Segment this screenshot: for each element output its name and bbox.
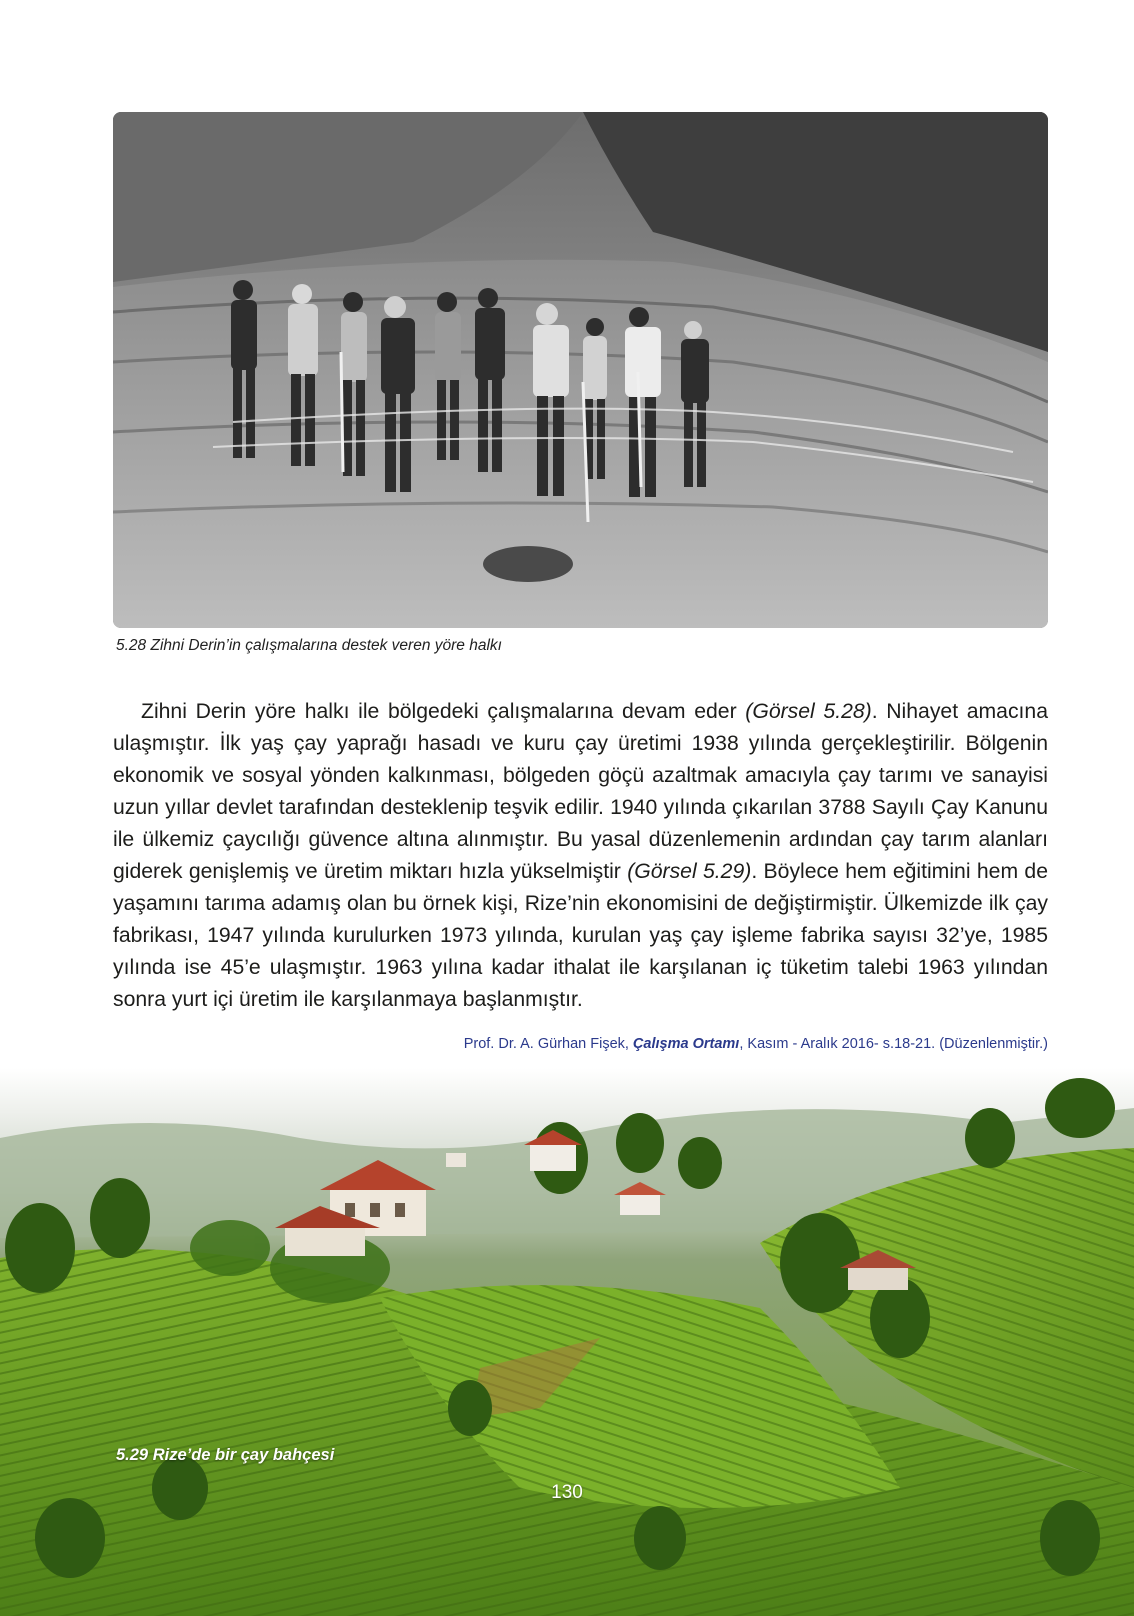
paragraph-sentence-1: Zihni Derin yöre halkı ile bölgedeki çalışmalarına devam eder — [141, 700, 746, 723]
figure-reference-5-28: (Görsel 5.28) — [745, 700, 872, 723]
paragraph-sentence-2: . Nihayet amacına ulaşmıştır. İlk yaş çay yaprağı hasadı ve kuru çay üretimi 1938 yılında gerçekleştirilir. Bölgenin ekonomik ve sosyal yönden kalkınması, bölgeden göçü azaltmak amacıyla çay tarımı ve sanayisi uzun yıllar devlet tarafından desteklenip teşvik edilir. 1940 yılında çıkarılan 3788 Sayılı Çay Kanunu ile ülkemiz çaycılığı güvence altına alınmıştır. Bu yasal düzenlemenin ardından çay tarım alanları giderek genişlemiş ve üretim miktarı hızla yükselmiştir — [113, 700, 1048, 883]
figure-5-28-caption: 5.28 Zihni Derin’in çalışmalarına destek veren yöre halkı — [116, 637, 502, 654]
page-number: 130 — [551, 1482, 583, 1503]
main-paragraph — [113, 696, 1048, 1016]
tea-garden-landscape-photo-icon — [0, 1068, 1134, 1616]
figure-5-29-photo — [0, 1068, 1134, 1616]
figure-5-29-caption: 5.29 Rize’de bir çay bahçesi — [116, 1446, 335, 1464]
source-author: Prof. Dr. A. Gürhan Fişek, — [463, 1036, 633, 1052]
paragraph-sentence-3: . Böylece hem eğitimini hem de yaşamını tarıma adamış olan bu örnek kişi, Rize’nin ekonomisini de değiştirmiştir. Ülkemizde ilk çay fabrikası, 1947 yılında kurulurken 1973 yılında, kurulan yaş çay işleme fabrika sayısı 32’ye, 1985 yılında ise 45’e ulaşmıştır. 1963 yılına kadar ithalat ile karşılanan iç tüketim talebi 1963 yılından sonra yurt içi üretim ile karşılanmaya başlanmıştır. — [113, 860, 1049, 1011]
source-citation — [464, 1036, 1048, 1052]
black-and-white-group-photo-icon — [113, 112, 1048, 628]
figure-5-28-photo — [113, 112, 1048, 628]
figure-reference-5-29: (Görsel 5.29) — [627, 860, 752, 883]
source-details: , Kasım - Aralık 2016- s.18-21. (Düzenlenmiştir.) — [739, 1036, 1048, 1052]
source-publication: Çalışma Ortamı — [632, 1036, 740, 1052]
